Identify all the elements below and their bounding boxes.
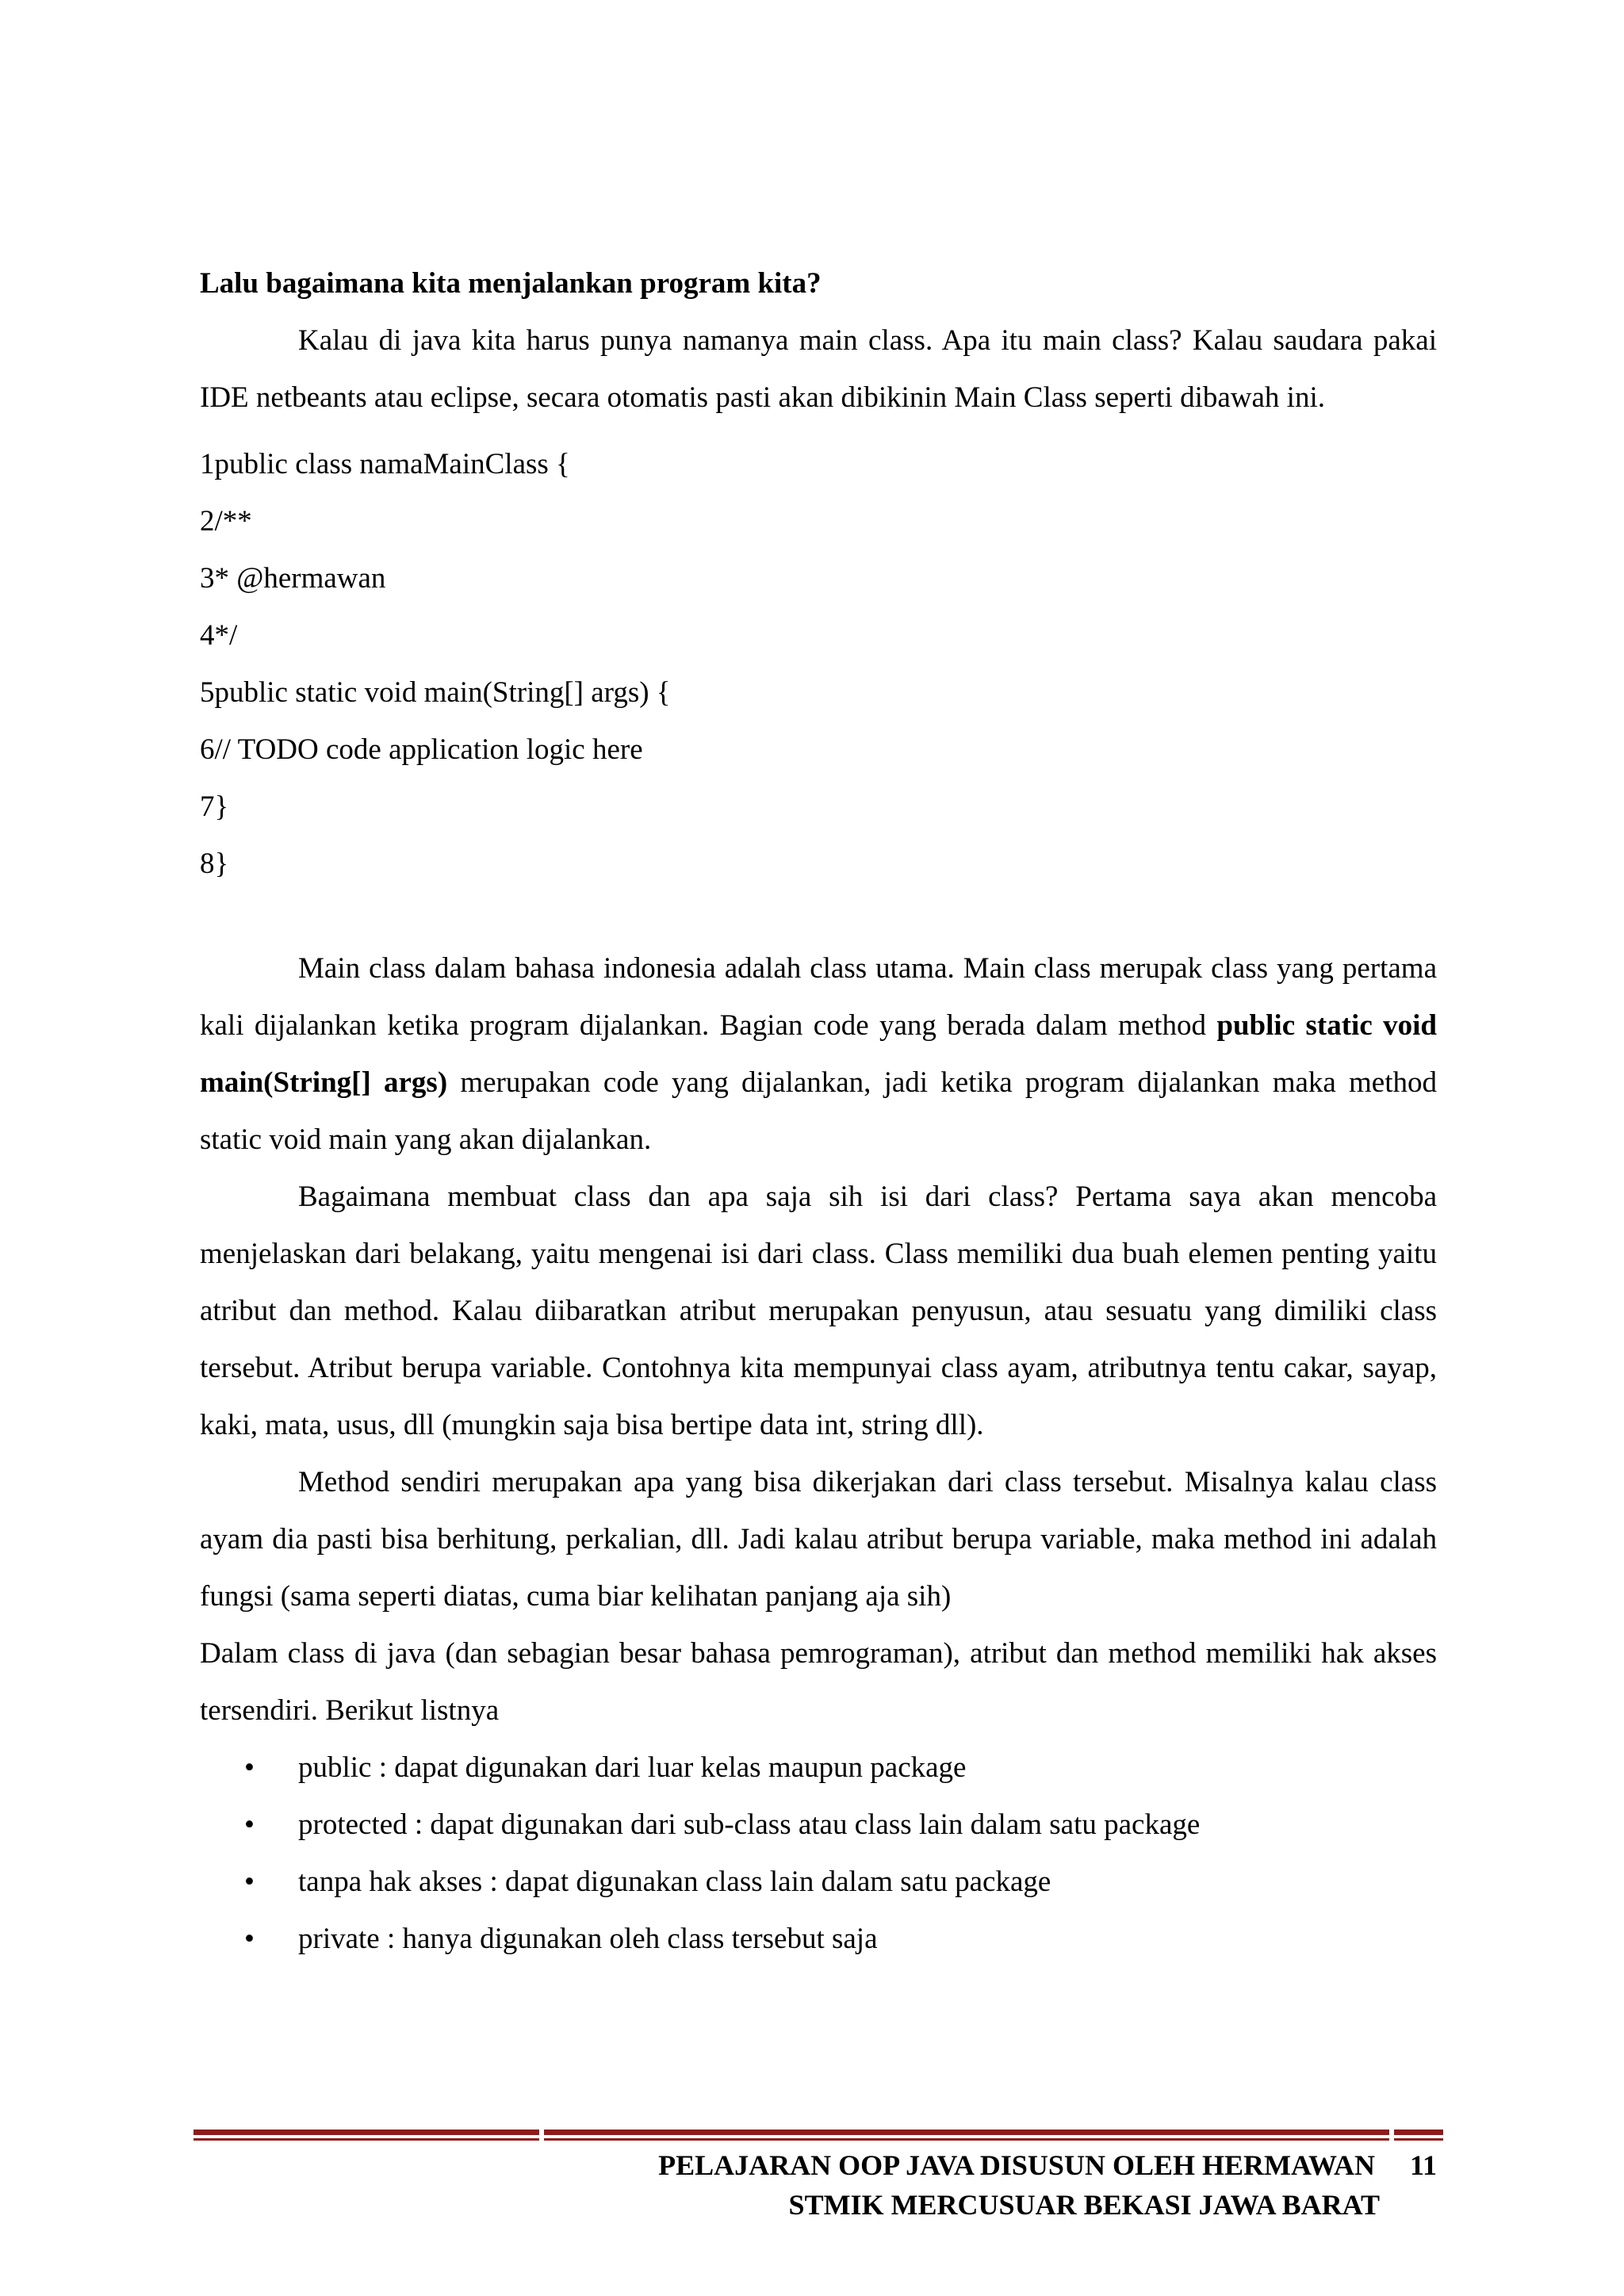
code-line: 3* @hermawan: [200, 562, 386, 595]
list-item-text: private : hanya digunakan oleh class tersebut saja: [298, 1923, 878, 1955]
bullet-icon: •: [244, 1751, 255, 1784]
bullet-icon: •: [244, 1923, 255, 1955]
code-line: 1public class namaMainClass {: [200, 448, 570, 480]
list-item-text: tanpa hak akses : dapat digunakan class lain dalam satu package: [298, 1866, 1051, 1898]
list-item: [200, 1854, 1437, 1911]
main-class-text-end: merupakan code yang dijalankan, jadi ketika program dijalankan maka method static void main yang akan dijalankan.: [200, 1066, 1437, 1156]
code-line: 2/**: [200, 505, 252, 538]
bullet-icon: •: [244, 1808, 255, 1841]
code-block: [200, 436, 1437, 893]
page-footer: [658, 2145, 1437, 2225]
method-paragraph: Method sendiri merupakan apa yang bisa dikerjakan dari class tersebut. Misalnya kalau class ayam dia pasti bisa berhitung, perkalian, dll. Jadi kalau atribut berupa variable, maka method ini adalah fungsi (sama seperti diatas, cuma biar kelihatan panjang aja sih): [200, 1466, 1437, 1613]
footer-divider: [193, 2130, 1443, 2144]
intro-paragraph: Kalau di java kita harus punya namanya main class. Apa itu main class? Kalau saudara pakai IDE netbeants atau eclipse, secara otomatis pasti akan dibikinin Main Class seperti dibawah ini.: [200, 324, 1437, 414]
main-method-signature: public static void main(String[] args): [200, 1009, 1437, 1099]
section-heading: Lalu bagaimana kita menjalankan program kita?: [200, 267, 822, 300]
code-line: 4*/: [200, 619, 238, 652]
class-paragraph: Bagaimana membuat class dan apa saja sih isi dari class? Pertama saya akan mencoba menjelaskan dari belakang, yaitu mengenai isi dari class. Class memiliki dua buah elemen penting yaitu atribut dan method. Kalau diibaratkan atribut merupakan penyusun, atau sesuatu yang dimiliki class tersebut. Atribut berupa variable. Contohnya kita mempunyai class ayam, atributnya tentu cakar, sayap, kaki, mata, usus, dll (mungkin saja bisa bertipe data int, string dll).: [200, 1181, 1437, 1441]
list-item: [200, 1911, 1437, 1968]
list-item-text: public : dapat digunakan dari luar kelas maupun package: [298, 1751, 967, 1784]
page-number: 11: [1409, 2149, 1437, 2181]
footer-line-1: [658, 2145, 1437, 2185]
code-line: 8}: [200, 848, 229, 880]
code-line: 5public static void main(String[] args) {: [200, 676, 671, 709]
footer-divider-gap: [1389, 2130, 1394, 2141]
bullet-icon: •: [244, 1866, 255, 1898]
footer-divider-thin: [193, 2138, 1443, 2141]
list-item-text: protected : dapat digunakan dari sub-class atau class lain dalam satu package: [298, 1808, 1201, 1841]
footer-divider-gap: [539, 2130, 544, 2141]
footer-line-2: [658, 2185, 1437, 2225]
main-class-paragraph: [200, 940, 1437, 1169]
footer-divider-thick: [193, 2130, 1443, 2135]
page-body: [200, 255, 1437, 1968]
list-item: [200, 1739, 1437, 1797]
access-paragraph: Dalam class di java (dan sebagian besar bahasa pemrograman), atribut dan method memiliki hak akses tersendiri. Berikut listnya: [200, 1637, 1437, 1727]
footer-institution: STMIK MERCUSUAR BEKASI JAWA BARAT: [788, 2189, 1380, 2221]
footer-title: PELAJARAN OOP JAVA DISUSUN OLEH HERMAWAN: [658, 2149, 1375, 2181]
access-modifier-list: [200, 1739, 1437, 1968]
code-line: 6// TODO code application logic here: [200, 733, 643, 766]
main-class-text: Main class dalam bahasa indonesia adalah class utama. Main class merupak class yang pertama kali dijalankan ketika program dijalankan. Bagian code yang berada dalam method: [200, 952, 1437, 1042]
code-line: 7}: [200, 790, 229, 823]
list-item: [200, 1797, 1437, 1854]
